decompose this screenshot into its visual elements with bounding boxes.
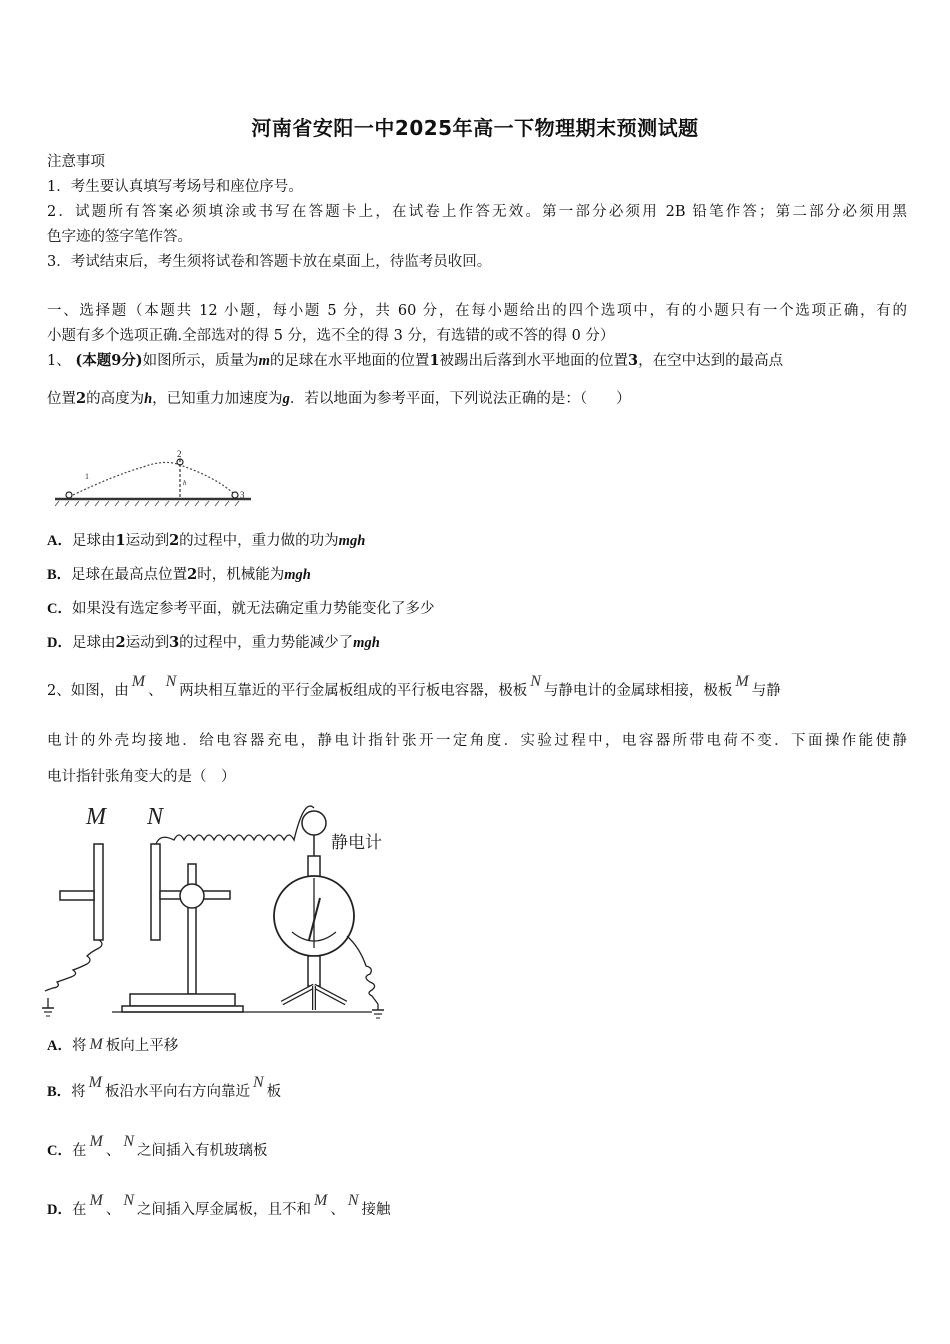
option-text: 之间插入有机玻璃板 [136,1143,268,1159]
option-text: 足球由 [71,635,116,651]
q1-num: 2 [76,390,87,407]
q2-option-b[interactable] [47,1074,907,1102]
notice-item-3: 3．考试结束后，考生须将试卷和答题卡放在桌面上，待监考员收回。 [47,254,492,270]
q1-tag: (本题9分) [75,352,143,369]
q1-football-trajectory-figure [55,445,255,510]
ball-position-3 [232,492,238,498]
option-text: 如果没有选定参考平面，就无法确定重力势能变化了多少 [71,601,435,617]
option-num: 3 [169,634,180,651]
q1-text: 如图所示，质量为 [142,353,259,369]
option-label: A． [47,1038,72,1054]
option-symbol-n: N [347,1192,359,1209]
option-symbol-n: N [123,1192,134,1209]
q2-symbol-m: M [131,673,146,690]
option-label: C． [47,1143,72,1159]
q1-var-h: h [144,391,153,407]
figure-label-3: 3 [240,490,245,500]
q2-text: 、 [148,683,163,699]
q1-text: 位置 [47,391,76,407]
ground-wire-m [45,940,102,991]
q1-var-g: g [282,391,290,407]
option-text: 运动到 [125,635,170,651]
q2-option-c[interactable] [47,1133,907,1161]
q1-line-1 [47,351,907,371]
option-label: B． [47,1084,72,1100]
q1-option-d[interactable] [47,633,907,653]
option-var: mgh [338,533,366,549]
section-instructions-line-2: 小题有多个选项正确.全部选对的得 5 分，选不全的得 3 分，有选错的或不答的得 0 分） [47,328,615,344]
option-var: mgh [353,635,380,651]
option-var: mgh [284,567,311,583]
option-symbol-m: M [313,1192,328,1209]
figure-label-1: 1 [85,472,89,481]
option-text: 足球在最高点位置 [71,567,188,583]
ball-position-1 [66,492,72,498]
figure-label-n: N [147,804,164,830]
option-symbol-m: M [89,1133,103,1150]
option-num: 2 [115,634,126,651]
q2-text: 与静电计的金属球相接，极板 [543,683,733,699]
option-text: 在 [71,1202,87,1218]
trajectory-path [73,462,233,495]
option-text: 在 [71,1143,87,1159]
q2-text: 两块相互靠近的平行金属板组成的平行板电容器，极板 [179,683,528,699]
q2-text: 与静 [751,683,781,699]
option-label: A． [47,533,72,549]
q2-symbol-n: N [165,673,177,690]
option-symbol-n: N [123,1133,134,1150]
option-text: 接触 [361,1202,391,1218]
option-text: 的过程中，重力势能减少了 [179,635,354,651]
connecting-wire [156,806,314,844]
q1-option-c[interactable] [47,599,907,619]
option-text: 之间插入厚金属板，且不和 [136,1202,311,1218]
figure-label-electroscope: 静电计 [331,833,382,853]
option-text: 板沿水平向右方向靠近 [105,1084,250,1100]
stand-base [130,994,235,1006]
option-text: 、 [105,1143,121,1159]
electroscope-insulator [308,856,320,878]
electroscope-ball [302,811,326,835]
figure-label-2: 2 [177,449,182,459]
q1-text: ．若以地面为参考平面，下列说法正确的是：（ ） [289,391,631,407]
page-title: 河南省安阳一中2025年高一下物理期末预测试题 [251,116,699,140]
q1-number: 1、 [47,353,71,369]
notice-item-1: 1．考生要认真填写考场号和座位序号。 [47,179,303,195]
section-instructions-line-1: 一、选择题（本题共 12 小题，每小题 5 分，共 60 分，在每小题给出的四个选项中，有的小题只有一个选项正确，有的 [47,303,907,319]
option-num: 2 [169,532,180,549]
plate-n [151,844,160,940]
q2-line-2: 电计的外壳均接地．给电容器充电，静电计指针张开一定角度．实验过程中，电容器所带电荷不变．下面操作能使静 [47,733,907,749]
option-num: 1 [115,532,126,549]
option-text: 将 [71,1038,87,1054]
q1-text: 被踢出后落到水平地面的位置 [439,353,629,369]
option-text: 足球由 [71,533,116,549]
notice-heading: 注意事项 [47,154,105,170]
plate-m-handle [60,891,94,900]
option-text: 板 [266,1084,282,1100]
option-text: 、 [330,1202,345,1218]
q1-num: 3 [628,352,639,369]
option-text: 板向上平移 [105,1038,179,1054]
option-symbol-m: M [88,1074,102,1091]
option-symbol-n: N [253,1074,264,1091]
q2-option-d[interactable] [47,1192,907,1220]
option-text: 将 [71,1084,86,1100]
q1-line-2 [47,389,907,409]
q1-option-a[interactable] [47,531,907,551]
notice-item-2-line-2: 色字迹的签字笔作答。 [47,229,192,245]
q1-text: ，在空中达到的最高点 [638,353,784,369]
stand-base-bottom [122,1006,243,1012]
q2-symbol-n: N [530,673,541,690]
option-label: B． [47,567,72,583]
stand-clamp [180,884,204,908]
option-text: 时，机械能为 [197,567,285,583]
q1-option-b[interactable] [47,565,907,585]
ground-hatching [55,501,239,506]
q1-var-m: m [258,353,270,369]
option-num: 2 [187,566,198,583]
q1-text: 的足球在水平地面的位置 [269,353,430,369]
option-symbol-m: M [89,1192,103,1209]
q2-option-a[interactable] [47,1036,907,1056]
notice-item-2-line-1: 2．试题所有答案必须填涂或书写在答题卡上，在试卷上作答无效。第一部分必须用 2B 铅笔作答；第二部分必须用黑 [47,204,907,220]
figure-label-h: h [183,479,187,487]
option-label: D． [47,635,72,651]
q2-capacitor-electroscope-figure [42,798,392,1023]
option-symbol-m: M [89,1036,103,1053]
q1-num: 1 [429,352,440,369]
q2-symbol-m: M [735,673,749,690]
q1-text: ，已知重力加速度为 [152,391,283,407]
q2-text: 如图，由 [70,683,129,699]
q2-number: 2、 [47,683,71,699]
option-text: 的过程中，重力做的功为 [179,533,339,549]
figure-label-m: M [86,804,106,830]
option-label: C． [47,601,72,617]
q1-text: 的高度为 [86,391,145,407]
q2-line-3: 电计指针张角变大的是（ ） [47,769,236,785]
ground-wire-electroscope [347,936,378,1004]
electroscope-stem [308,956,320,986]
plate-m [94,844,103,940]
option-text: 运动到 [125,533,170,549]
option-label: D． [47,1202,72,1218]
q2-line-1 [47,673,907,701]
option-text: 、 [105,1202,121,1218]
